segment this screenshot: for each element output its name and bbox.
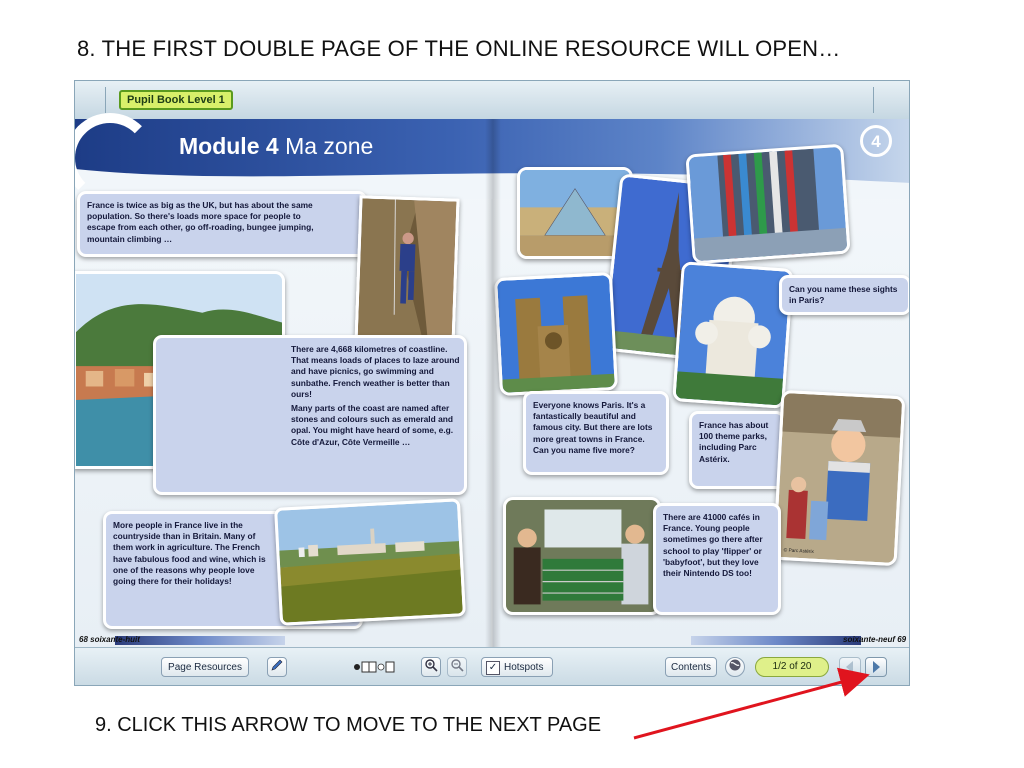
page-indicator: 1/2 of 20 (755, 657, 829, 677)
right-page-number: soixante-neuf 69 (843, 635, 907, 644)
left-footer-strip (115, 636, 285, 645)
theme-parks-text: France has about 100 theme parks, including Parc Astérix. (699, 420, 769, 464)
pompidou-photo (685, 144, 850, 265)
view-mode-toggle[interactable] (353, 660, 395, 674)
right-footer-strip (691, 636, 861, 645)
left-page-number: 68 soixante-huit (79, 635, 140, 644)
contents-button[interactable]: Contents (665, 657, 717, 677)
info-box-sights (779, 275, 910, 315)
chevron-right-icon (866, 658, 886, 676)
book-viewer (74, 80, 910, 686)
top-divider (105, 87, 106, 113)
info-box-paris (523, 391, 669, 475)
sights-text: Can you name these sights in Paris? (789, 284, 898, 306)
info-box-size (77, 191, 367, 257)
zoom-in-icon[interactable] (421, 657, 441, 677)
module-name: Ma zone (285, 133, 374, 159)
info-box-coastline (153, 335, 467, 495)
slide-heading: 8. THE FIRST DOUBLE PAGE OF THE ONLINE RESOURCE WILL OPEN… (77, 36, 841, 61)
viewer-toolbar (75, 647, 909, 686)
cafe-foosball-photo (503, 497, 661, 615)
hotspots-toggle[interactable] (481, 657, 553, 677)
sacre-coeur-photo (672, 261, 793, 408)
module-badge: 4 (860, 125, 892, 157)
coast-names-paragraph: Many parts of the coast are named after stones and colours such as emerald and opal. You might have heard of some, e.g. Côte d'Azur, Côte Vermeille … (291, 403, 454, 447)
slide-caption: 9. CLICK THIS ARROW TO MOVE TO THE NEXT PAGE (95, 714, 602, 736)
notre-dame-photo (494, 272, 618, 396)
info-box-size-text: France is twice as big as the UK, but has about the same population. So there's loads more space for people to escape from each other, go off-roading, bungee jumping, mountain climbing … (87, 200, 314, 244)
climber-photo (354, 195, 459, 346)
module-number: Module 4 (179, 133, 279, 159)
level-tag: Pupil Book Level 1 (119, 90, 233, 110)
viewer-top-bar (75, 81, 909, 120)
countryside-photo (274, 498, 466, 626)
next-page-button[interactable] (865, 657, 887, 677)
info-box-theme-parks (689, 411, 785, 489)
globe-icon[interactable] (725, 657, 745, 677)
previous-page-button[interactable] (839, 657, 861, 677)
coastline-text (291, 344, 461, 448)
countryside-text: More people in France live in the countryside than in Britain. Many of them work in agriculture. The French have fabulous food and wine, which is one of the reasons why people love going there for their holidays! (113, 520, 266, 587)
page-resources-button[interactable]: Page Resources (161, 657, 249, 677)
parc-asterix-photo (773, 390, 906, 566)
info-box-cafes (653, 503, 781, 615)
paris-text: Everyone knows Paris. It's a fantastically beautiful and famous city. But there are lots more great towns in France. Can you name five more? (533, 400, 653, 455)
pencil-icon[interactable] (267, 657, 287, 677)
hotspots-label: Hotspots (504, 662, 544, 673)
chevron-left-icon (840, 658, 860, 676)
photo-credit: © Parc Astérix (783, 548, 814, 556)
top-divider (873, 87, 874, 113)
zoom-out-icon[interactable] (447, 657, 467, 677)
double-page-spread (75, 119, 909, 647)
hotspots-checkbox[interactable]: ✓ (486, 661, 500, 675)
cafes-text: There are 41000 cafés in France. Young people sometimes go there after school to play 'flipper' or 'babyfoot', but they love their Nintendo DS too! (663, 512, 763, 579)
coastline-paragraph: There are 4,668 kilometres of coastline. That means loads of places to laze around and have picnics, go swimming and sunbathe. French weather is better than ours! (291, 344, 460, 399)
page-gutter (485, 119, 501, 647)
module-title (179, 133, 373, 160)
